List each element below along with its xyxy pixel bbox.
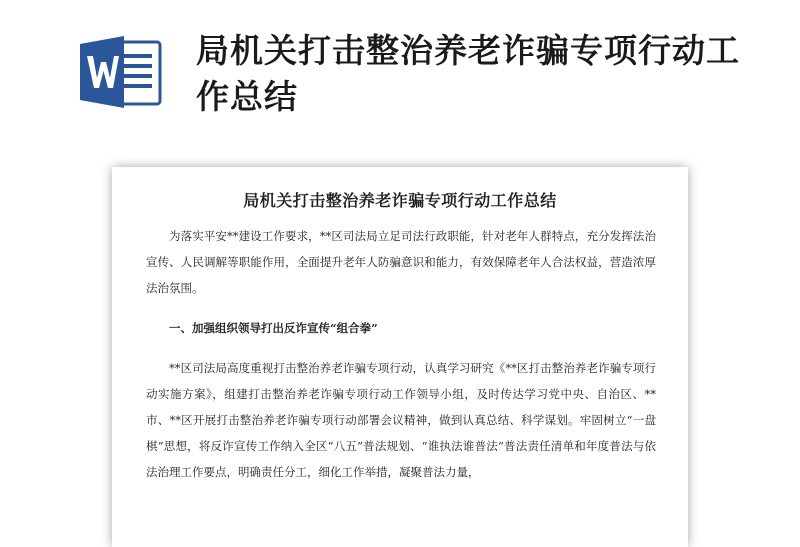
document-preview-page: [112, 167, 688, 547]
section-paragraph: **区司法局高度重视打击整治养老诈骗专项行动，认真学习研究《**区打击整治养老诈骗专项行动实施方案》，组建打击整治养老诈骗专项行动工作领导小组，及时传达学习党中央、自治区、**市、**区开展打击整治养老诈骗专项行动部署会议精神，做到认真总结、科学谋划。牢固树立“一盘棋”思想，将反诈宣传工作纳入全区“八五”普法规划、“谁执法谁普法”普法责任清单和年度普法与依法治理工作要点，明确责任分工，细化工作举措，凝聚普法力量，: [146, 361, 656, 479]
document-body: [146, 223, 656, 485]
document-title: 局机关打击整治养老诈骗专项行动工作总结: [243, 191, 557, 210]
section-heading: 一、加强组织领导打出反诈宣传“组合拳”: [169, 321, 378, 335]
header: [0, 0, 800, 160]
page-title: 局机关打击整治养老诈骗专项行动工作总结: [196, 31, 740, 116]
intro-paragraph: 为落实平安**建设工作要求，**区司法局立足司法行政职能，针对老年人群特点，充分发挥法治宣传、人民调解等职能作用，全面提升老年人防骗意识和能力，有效保障老年人合法权益，营造浓厚法治氛围。: [146, 229, 656, 295]
word-document-icon: [78, 34, 164, 110]
